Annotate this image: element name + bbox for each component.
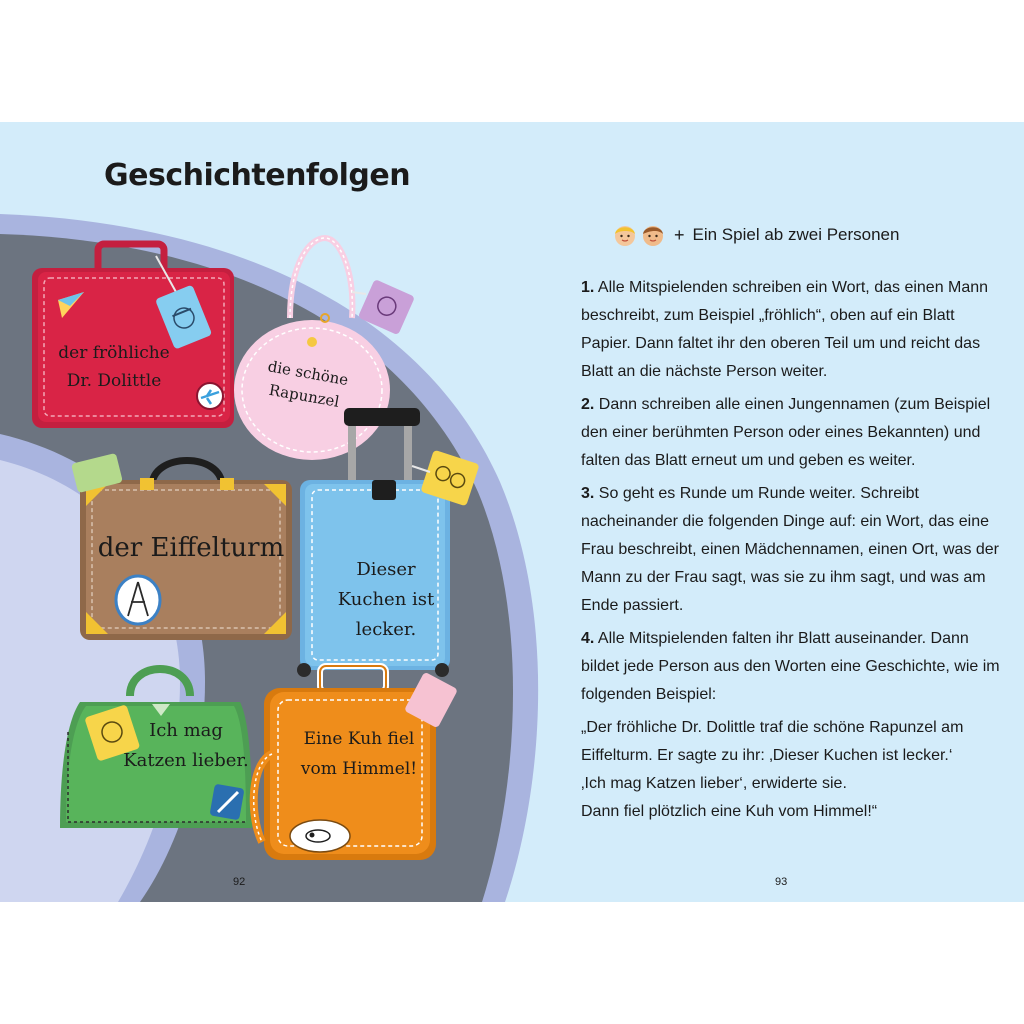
- step-number: 1.: [581, 279, 595, 296]
- blue-sticker: [209, 784, 244, 821]
- brown-suitcase-label: der Eiffelturm: [97, 533, 285, 563]
- example-line: Dann fiel plötzlich eine Kuh vom Himmel!“: [581, 803, 878, 820]
- step-text: Dann schreiben alle einen Jungennamen (zum Beispiel den einer berühmten Person oder eines Bekannten) und falten das Blatt erneut um und geben es weiter.: [581, 396, 991, 469]
- page-title: Geschichtenfolgen: [104, 158, 411, 193]
- pink-bag-label: die schöne Rapunzel: [266, 357, 350, 411]
- example-line: „Der fröhliche Dr. Dolittle traf die schöne Rapunzel am Eiffelturm. Er sagte zu ihr: ‚Dieser Kuchen ist lecker.‘: [581, 719, 964, 764]
- rules-text: [581, 274, 1001, 826]
- players-text: Ein Spiel ab zwei Personen: [692, 225, 900, 244]
- rule-step: [581, 274, 1001, 386]
- rule-step: [581, 391, 1001, 475]
- page-number-left: 92: [233, 876, 246, 888]
- players-info: [612, 222, 899, 248]
- girl-face-icon: [612, 222, 638, 248]
- eiffel-tower-sticker: [116, 576, 160, 624]
- red-suitcase-label: der fröhliche Dr. Dolittle: [58, 343, 170, 391]
- page-number-right: 93: [775, 876, 788, 888]
- plus-sign: +: [674, 224, 685, 245]
- orange-bag-label: Eine Kuh fiel vom Himmel!: [300, 729, 418, 779]
- airplane-sticker: [197, 383, 223, 409]
- boy-face-icon: [640, 222, 666, 248]
- step-number: 2.: [581, 396, 595, 413]
- cow-sticker: [290, 820, 350, 852]
- step-number: 3.: [581, 485, 595, 502]
- book-spread: [0, 122, 1024, 902]
- rule-step: [581, 480, 1001, 620]
- example-story: [581, 714, 1001, 826]
- rule-step: [581, 625, 1001, 709]
- red-suitcase: [32, 244, 234, 428]
- step-text: Alle Mitspielenden falten ihr Blatt auseinander. Dann bildet jede Person aus den Worten eine Geschichte, wie im folgenden Beispiel:: [581, 630, 1000, 703]
- green-bag-label: Ich mag Katzen lieber.: [123, 720, 249, 771]
- step-text: So geht es Runde um Runde weiter. Schreibt nacheinander die folgenden Dinge auf: ein Wort, das eine Frau beschreibt, einen Mädchennamen, einen Ort, was der Mann zu der Frau sagt, was sie zu ihm sagt, und was am Ende passiert.: [581, 485, 1000, 614]
- step-number: 4.: [581, 630, 595, 647]
- step-text: Alle Mitspielenden schreiben ein Wort, das einen Mann beschreibt, zum Beispiel „fröhlich“, oben auf ein Blatt Papier. Dann faltet ihr den oberen Teil um und reicht das Blatt an die nächste Person weiter.: [581, 279, 989, 380]
- example-line: ‚Ich mag Katzen lieber‘, erwiderte sie.: [581, 775, 847, 792]
- blue-trolley-label: Dieser Kuchen ist lecker.: [337, 559, 435, 640]
